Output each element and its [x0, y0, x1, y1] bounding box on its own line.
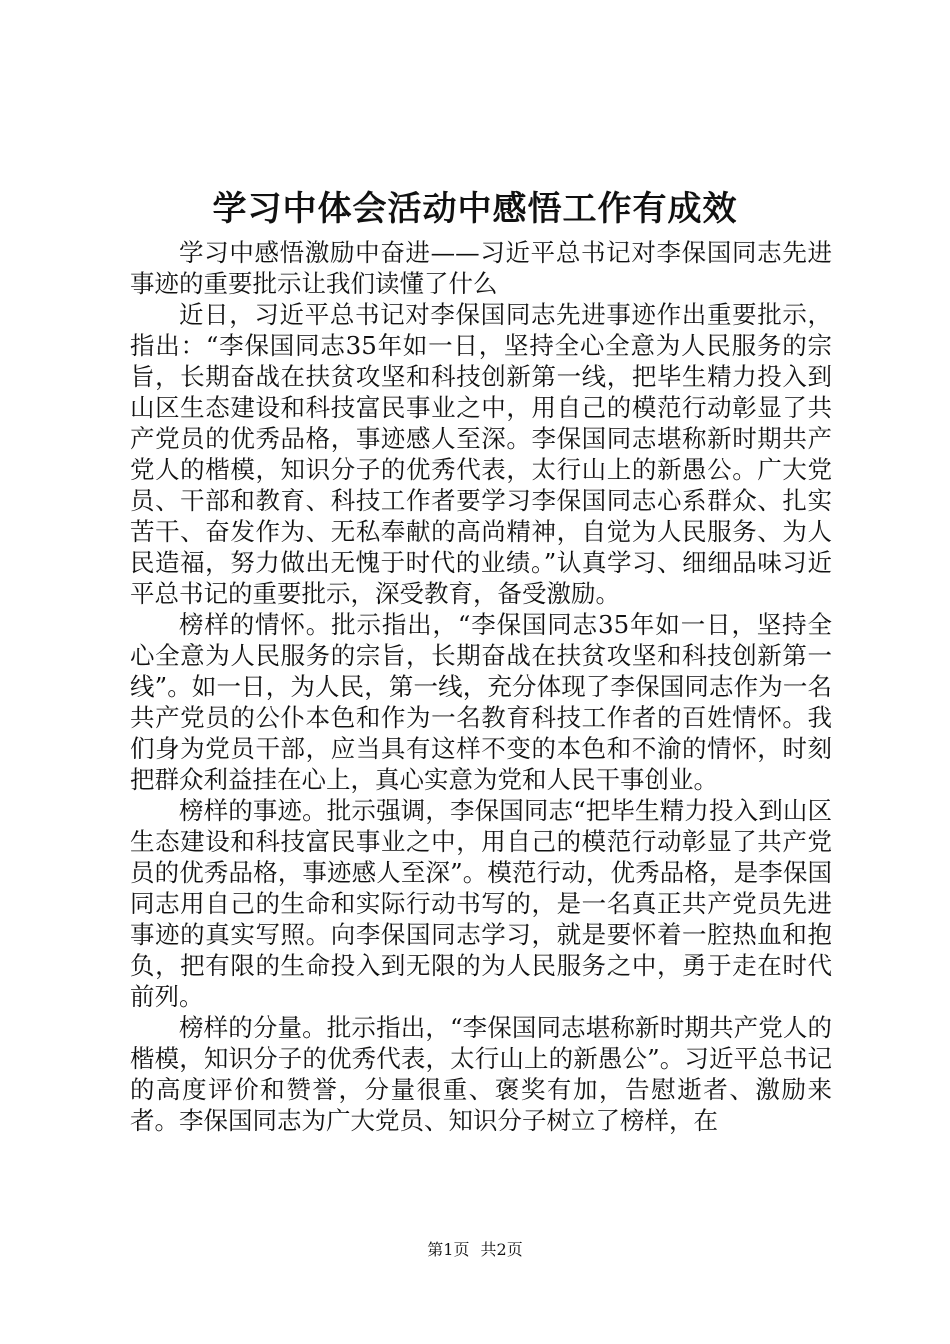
- paragraph-intro: 近日，习近平总书记对李保国同志先进事迹作出重要批示，指出：“李保国同志35年如一日，坚持全心全意为人民服务的宗旨，长期奋战在扶贫攻坚和科技创新第一线，把毕生精力投入到山区生态建设和科技富民事业之中，用自己的模范行动彰显了共产党员的优秀品格，事迹感人至深。李保国同志堪称新时期共产党人的楷模，知识分子的优秀代表，太行山上的新愚公。广大党员、干部和教育、科技工作者要学习李保国同志心系群众、扎实苦干、奋发作为、无私奉献的高尚精神，自觉为人民服务、为人民造福，努力做出无愧于时代的业绩。”认真学习、细细品味习近平总书记的重要批示，深受教育，备受激励。: [130, 300, 832, 608]
- document-body: [130, 237, 832, 1136]
- paragraph-weight: 榜样的分量。批示指出，“李保国同志堪称新时期共产党人的楷模，知识分子的优秀代表，太行山上的新愚公”。习近平总书记的高度评价和赞誉，分量很重、褒奖有加，告慰逝者、激励来者。李保国同志为广大党员、知识分子树立了榜样，在: [130, 1013, 832, 1135]
- paragraph-feelings: 榜样的情怀。批示指出，“李保国同志35年如一日，坚持全心全意为人民服务的宗旨，长期奋战在扶贫攻坚和科技创新第一线”。如一日，为人民，第一线，充分体现了李保国同志作为一名共产党员的公仆本色和作为一名教育科技工作者的百姓情怀。我们身为党员干部，应当具有这样不变的本色和不渝的情怀，时刻把群众利益挂在心上，真心实意为党和人民干事创业。: [130, 610, 832, 794]
- document-title: 学习中体会活动中感悟工作有成效: [212, 189, 738, 229]
- page-total: 共2页: [480, 1240, 523, 1259]
- paragraph-subtitle: 学习中感悟激励中奋进——习近平总书记对李保国同志先进事迹的重要批示让我们读懂了什么: [130, 238, 832, 298]
- page-footer: [0, 1240, 950, 1260]
- page-number: 第1页: [427, 1240, 470, 1259]
- paragraph-deeds: 榜样的事迹。批示强调，李保国同志“把毕生精力投入到山区生态建设和科技富民事业之中，用自己的模范行动彰显了共产党员的优秀品格，事迹感人至深”。模范行动，优秀品格，是李保国同志用自己的生命和实际行动书写的，是一名真正共产党员先进事迹的真实写照。向李保国同志学习，就是要怀着一腔热血和抱负，把有限的生命投入到无限的为人民服务之中，勇于走在时代前列。: [130, 796, 832, 1011]
